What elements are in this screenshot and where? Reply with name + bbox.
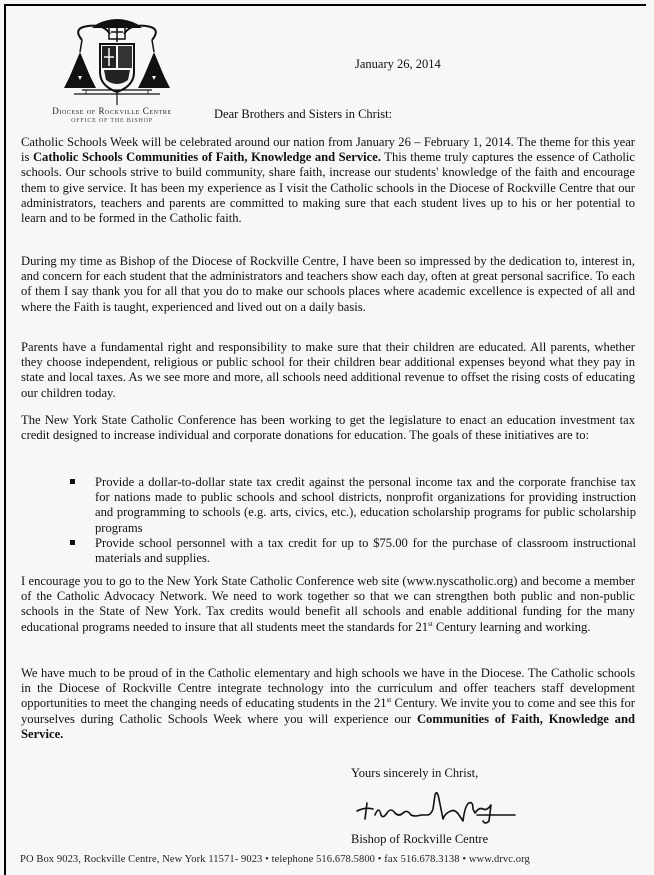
paragraph-6-text-b: Century. We invite you to come and see this for yourselves during Catholic Schools Week where you will experience our <box>21 696 635 726</box>
bullet-icon <box>70 479 75 484</box>
paragraph-5-text-b: Century learning and working. <box>432 619 591 634</box>
letter-date: January 26, 2014 <box>355 57 441 71</box>
closing: Yours sincerely in Christ, <box>351 766 479 780</box>
goal-item <box>70 536 636 566</box>
letterhead-footer: PO Box 9023, Rockville Centre, New York 11571- 9023 • telephone 516.678.5800 • fax 516.678.3138 • www.drvc.org <box>20 854 530 865</box>
ordinal-suffix: st <box>386 696 392 705</box>
signer-title: Bishop of Rockville Centre <box>351 832 489 846</box>
ordinal-suffix: st <box>428 619 433 628</box>
paragraph-4: The New York State Catholic Conference has been working to get the legislature to enact an education investment tax credit designed to increase individual and corporate donations for education. The goals of these initiatives are to: <box>21 413 635 443</box>
coat-of-arms-icon <box>62 10 172 105</box>
paragraph-1 <box>21 135 635 226</box>
paragraph-1-text-b: This theme truly captures the essence of Catholic schools. Our schools strive to build community, share faith, increase our students' knowledge of the faith and encourage them to give service. It has been my experience as I visit the Catholic schools in the Diocese of Rockville Centre that our administrators, teachers and parents are committed to making sure that each student lives up to his or her potential to learn and to be formed in the Catholic faith. <box>21 150 635 226</box>
paragraph-6-theme: Communities of Faith, Knowledge and Service. <box>21 711 635 741</box>
paragraph-6-text-a: We have much to be proud of in the Catholic elementary and high schools we have in the Diocese. The Catholic schools in the Diocese of Rockville Centre integrate technology into the curriculum and offer teachers staff development opportunities to meet the changing needs of educating students in the 21 <box>21 666 635 711</box>
letterhead-office: OFFICE OF THE BISHOP <box>71 118 153 124</box>
paragraph-3: Parents have a fundamental right and responsibility to make sure that their children are educated. All parents, whether they choose independent, religious or public school for their children bear additional expenses beyond what they pay in state and local taxes. As we see more and more, all schools need additional revenue to offset the rising costs of educating our children today. <box>21 340 635 400</box>
goal-text: Provide a dollar-to-dollar state tax credit against the personal income tax and the corporate franchise tax for nations made to public schools and school districts, nonprofit organizations for providing instruction and programming to schools (e.g. arts, civics, etc.), education scholarship programs for public scholarship programs <box>95 475 636 535</box>
letterhead <box>22 106 202 125</box>
paragraph-2: During my time as Bishop of the Diocese of Rockville Centre, I have been so impressed by the dedication to, interest in, and concern for each student that the administrators and teachers show each day, often at great personal sacrifice. To each of them I say thank you for all that you do to make our schools places where academic excellence is expected of all and where the Faith is taught, experienced and lived out on a daily basis. <box>21 254 635 314</box>
signature-icon <box>355 785 520 830</box>
paragraph-6 <box>21 666 635 742</box>
paragraph-1-text-a: Catholic Schools Week will be celebrated around our nation from January 26 – February 1, 2014. The theme for this year is <box>21 135 635 165</box>
goal-text: Provide school personnel with a tax credit for up to $75.00 for the purchase of classroom instructional materials and supplies. <box>95 535 636 566</box>
goals-list <box>70 475 636 566</box>
goal-item <box>70 475 636 536</box>
paragraph-1-theme: Catholic Schools Communities of Faith, Knowledge and Service. <box>32 150 381 165</box>
salutation: Dear Brothers and Sisters in Christ: <box>214 107 393 121</box>
paragraph-5-text-a: I encourage you to go to the New York State Catholic Conference web site (www.nyscatholic.org) and become a member of the Catholic Advocacy Network. We need to work together so that we can strengthen both public and non-public schools in the State of New York. Tax credits would benefit all schools and enable additional funding for the many educational programs needed to insure that all students meet the standards for 21 <box>21 574 635 634</box>
bullet-icon <box>70 540 75 545</box>
letterhead-organization: Diocese of Rockville Centre <box>52 106 172 116</box>
paragraph-5 <box>21 574 635 635</box>
